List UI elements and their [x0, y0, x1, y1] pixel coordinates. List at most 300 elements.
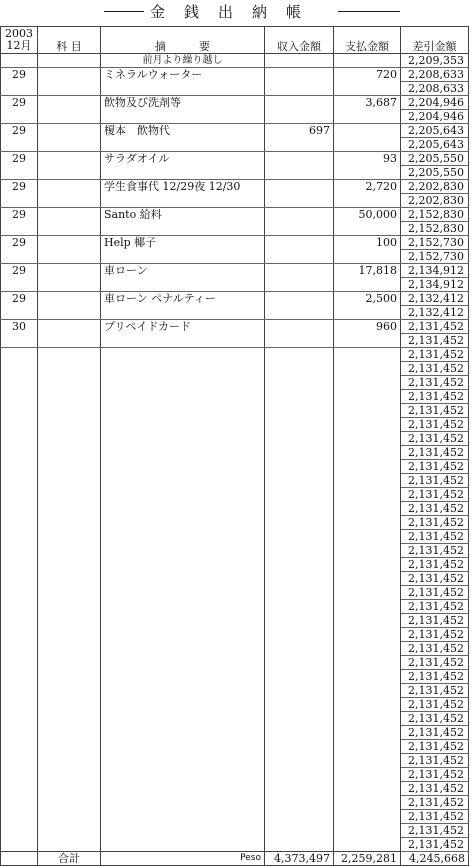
entry-subject-blank [38, 194, 101, 208]
entry-subject [38, 96, 101, 110]
ledger-body [1, 54, 469, 852]
empty-balance: 2,131,452 [401, 656, 469, 670]
entry-balance-repeat: 2,131,452 [401, 334, 469, 348]
entry-balance-repeat: 2,202,830 [401, 194, 469, 208]
carry-subject-cell [38, 54, 101, 68]
entry-income-blank [265, 222, 334, 236]
empty-subject [38, 726, 101, 740]
empty-subject [38, 810, 101, 824]
empty-row [1, 642, 469, 656]
entry-expense: 100 [334, 236, 401, 250]
empty-balance: 2,131,452 [401, 390, 469, 404]
entry-row [1, 68, 469, 82]
empty-description [101, 726, 265, 740]
empty-description [101, 516, 265, 530]
empty-expense [334, 558, 401, 572]
entry-day: 29 [1, 180, 38, 194]
empty-day [1, 474, 38, 488]
entry-expense: 50,000 [334, 208, 401, 222]
empty-subject [38, 740, 101, 754]
entry-expense [334, 124, 401, 138]
totals-expense: 2,259,281 [334, 852, 401, 866]
empty-row [1, 404, 469, 418]
entry-description-blank [101, 138, 265, 152]
empty-expense [334, 614, 401, 628]
empty-balance: 2,131,452 [401, 586, 469, 600]
entry-row [1, 264, 469, 278]
empty-balance: 2,131,452 [401, 460, 469, 474]
totals-income: 4,373,497 [265, 852, 334, 866]
empty-description [101, 600, 265, 614]
empty-day [1, 446, 38, 460]
entry-expense: 960 [334, 320, 401, 334]
entry-row-continuation [1, 110, 469, 124]
empty-row [1, 838, 469, 852]
empty-subject [38, 530, 101, 544]
empty-day [1, 712, 38, 726]
entry-subject [38, 180, 101, 194]
empty-balance: 2,131,452 [401, 446, 469, 460]
entry-row-continuation [1, 166, 469, 180]
empty-description [101, 684, 265, 698]
empty-expense [334, 712, 401, 726]
entry-description-blank [101, 166, 265, 180]
empty-expense [334, 586, 401, 600]
empty-balance: 2,131,452 [401, 614, 469, 628]
empty-row [1, 376, 469, 390]
empty-day [1, 488, 38, 502]
entry-balance-repeat: 2,152,830 [401, 222, 469, 236]
entry-day-blank [1, 138, 38, 152]
empty-subject [38, 516, 101, 530]
empty-subject [38, 460, 101, 474]
entry-subject [38, 320, 101, 334]
entry-day: 29 [1, 152, 38, 166]
carry-income-cell [265, 54, 334, 68]
entry-subject [38, 68, 101, 82]
empty-balance: 2,131,452 [401, 572, 469, 586]
empty-subject [38, 586, 101, 600]
date-header [1, 27, 38, 54]
empty-description [101, 390, 265, 404]
empty-day [1, 530, 38, 544]
empty-day [1, 642, 38, 656]
empty-balance: 2,131,452 [401, 838, 469, 852]
empty-day [1, 628, 38, 642]
entry-day-blank [1, 194, 38, 208]
empty-description [101, 754, 265, 768]
empty-income [265, 362, 334, 376]
empty-subject [38, 628, 101, 642]
entry-description-blank [101, 222, 265, 236]
entry-expense: 720 [334, 68, 401, 82]
empty-subject [38, 698, 101, 712]
empty-income [265, 544, 334, 558]
empty-subject [38, 474, 101, 488]
empty-description [101, 544, 265, 558]
entry-balance: 2,202,830 [401, 180, 469, 194]
entry-expense-blank [334, 194, 401, 208]
empty-subject [38, 446, 101, 460]
empty-row [1, 768, 469, 782]
entry-income [265, 68, 334, 82]
empty-expense [334, 362, 401, 376]
entry-row [1, 236, 469, 250]
empty-balance: 2,131,452 [401, 544, 469, 558]
entry-subject-blank [38, 222, 101, 236]
empty-row [1, 516, 469, 530]
empty-description [101, 362, 265, 376]
carry-forward-label: 前月より繰り越し [101, 54, 265, 68]
empty-balance: 2,131,452 [401, 740, 469, 754]
empty-row [1, 600, 469, 614]
empty-income [265, 796, 334, 810]
empty-description [101, 670, 265, 684]
empty-subject [38, 572, 101, 586]
empty-expense [334, 432, 401, 446]
empty-row [1, 502, 469, 516]
empty-description [101, 628, 265, 642]
empty-subject [38, 684, 101, 698]
entry-expense-blank [334, 222, 401, 236]
entry-balance: 2,152,730 [401, 236, 469, 250]
empty-expense [334, 740, 401, 754]
empty-balance: 2,131,452 [401, 432, 469, 446]
entry-row-continuation [1, 250, 469, 264]
empty-income [265, 348, 334, 362]
month-header: 12月 [6, 39, 32, 52]
carry-day-cell [1, 54, 38, 68]
empty-day [1, 362, 38, 376]
year-header: 2003 [5, 27, 33, 40]
empty-description [101, 488, 265, 502]
entry-income-blank [265, 110, 334, 124]
empty-income [265, 782, 334, 796]
empty-balance: 2,131,452 [401, 796, 469, 810]
empty-subject [38, 782, 101, 796]
entry-balance: 2,131,452 [401, 320, 469, 334]
empty-income [265, 824, 334, 838]
entry-income-blank [265, 166, 334, 180]
entry-income [265, 180, 334, 194]
empty-day [1, 824, 38, 838]
empty-income [265, 614, 334, 628]
empty-subject [38, 838, 101, 852]
entry-day-blank [1, 250, 38, 264]
empty-income [265, 516, 334, 530]
entry-expense: 2,500 [334, 292, 401, 306]
empty-income [265, 558, 334, 572]
entry-day-blank [1, 110, 38, 124]
income-header: 収入金額 [265, 27, 334, 54]
empty-row [1, 824, 469, 838]
entry-row [1, 96, 469, 110]
entry-expense: 3,687 [334, 96, 401, 110]
empty-expense [334, 600, 401, 614]
totals-label: 合計 [38, 852, 101, 866]
empty-day [1, 502, 38, 516]
empty-income [265, 684, 334, 698]
title-rule-right [338, 11, 400, 12]
empty-day [1, 754, 38, 768]
empty-income [265, 432, 334, 446]
empty-row [1, 628, 469, 642]
entry-income-blank [265, 138, 334, 152]
entry-subject-blank [38, 166, 101, 180]
empty-description [101, 782, 265, 796]
entry-income [265, 264, 334, 278]
empty-subject [38, 600, 101, 614]
empty-day [1, 432, 38, 446]
entry-balance: 2,134,912 [401, 264, 469, 278]
empty-row [1, 656, 469, 670]
empty-balance: 2,131,452 [401, 824, 469, 838]
entry-balance: 2,152,830 [401, 208, 469, 222]
empty-day [1, 516, 38, 530]
entry-description: 榎本 飲物代 [101, 124, 265, 138]
entry-balance-repeat: 2,208,633 [401, 82, 469, 96]
entry-description: 車ローン ペナルティー [101, 292, 265, 306]
entry-subject-blank [38, 250, 101, 264]
empty-expense [334, 628, 401, 642]
header-row [1, 27, 469, 54]
entry-expense-blank [334, 334, 401, 348]
empty-income [265, 418, 334, 432]
empty-expense [334, 446, 401, 460]
empty-income [265, 768, 334, 782]
empty-description [101, 572, 265, 586]
entry-day: 30 [1, 320, 38, 334]
empty-income [265, 740, 334, 754]
empty-balance: 2,131,452 [401, 488, 469, 502]
entry-balance: 2,132,412 [401, 292, 469, 306]
empty-balance: 2,131,452 [401, 558, 469, 572]
empty-subject [38, 642, 101, 656]
entry-expense-blank [334, 110, 401, 124]
empty-description [101, 810, 265, 824]
empty-description [101, 404, 265, 418]
empty-description [101, 796, 265, 810]
empty-row [1, 544, 469, 558]
empty-description [101, 614, 265, 628]
entry-income-blank [265, 278, 334, 292]
empty-row [1, 432, 469, 446]
entry-day: 29 [1, 68, 38, 82]
empty-expense [334, 390, 401, 404]
entry-description-blank [101, 110, 265, 124]
entry-income [265, 208, 334, 222]
empty-row [1, 474, 469, 488]
empty-income [265, 376, 334, 390]
empty-balance: 2,131,452 [401, 530, 469, 544]
empty-subject [38, 502, 101, 516]
empty-subject [38, 404, 101, 418]
entry-income [265, 96, 334, 110]
empty-expense [334, 460, 401, 474]
empty-day [1, 684, 38, 698]
entry-day-blank [1, 306, 38, 320]
empty-expense [334, 572, 401, 586]
entry-description-blank [101, 250, 265, 264]
empty-income [265, 838, 334, 852]
empty-balance: 2,131,452 [401, 698, 469, 712]
empty-income [265, 390, 334, 404]
carry-expense-cell [334, 54, 401, 68]
title-rule-left [104, 11, 144, 12]
entry-description: Help 椰子 [101, 236, 265, 250]
empty-subject [38, 488, 101, 502]
entry-row [1, 320, 469, 334]
entry-income [265, 152, 334, 166]
empty-balance: 2,131,452 [401, 670, 469, 684]
empty-income [265, 754, 334, 768]
entry-balance-repeat: 2,132,412 [401, 306, 469, 320]
empty-expense [334, 404, 401, 418]
empty-description [101, 376, 265, 390]
entry-income: 697 [265, 124, 334, 138]
empty-description [101, 698, 265, 712]
carry-forward-balance: 2,209,353 [401, 54, 469, 68]
empty-description [101, 530, 265, 544]
entry-day: 29 [1, 292, 38, 306]
empty-balance: 2,131,452 [401, 376, 469, 390]
entry-balance-repeat: 2,205,550 [401, 166, 469, 180]
empty-balance: 2,131,452 [401, 810, 469, 824]
empty-subject [38, 348, 101, 362]
entry-day: 29 [1, 264, 38, 278]
empty-day [1, 740, 38, 754]
empty-expense [334, 348, 401, 362]
empty-income [265, 502, 334, 516]
empty-subject [38, 768, 101, 782]
empty-balance: 2,131,452 [401, 684, 469, 698]
empty-day [1, 796, 38, 810]
empty-row [1, 796, 469, 810]
empty-subject [38, 376, 101, 390]
empty-expense [334, 698, 401, 712]
entry-income-blank [265, 82, 334, 96]
empty-day [1, 460, 38, 474]
entry-expense: 2,720 [334, 180, 401, 194]
empty-day [1, 586, 38, 600]
empty-balance: 2,131,452 [401, 502, 469, 516]
empty-expense [334, 544, 401, 558]
empty-row [1, 698, 469, 712]
entry-subject [38, 236, 101, 250]
entry-balance: 2,205,643 [401, 124, 469, 138]
empty-day [1, 838, 38, 852]
empty-description [101, 474, 265, 488]
empty-income [265, 488, 334, 502]
entry-subject-blank [38, 82, 101, 96]
empty-day [1, 558, 38, 572]
empty-balance: 2,131,452 [401, 726, 469, 740]
empty-balance: 2,131,452 [401, 642, 469, 656]
empty-expense [334, 810, 401, 824]
empty-day [1, 614, 38, 628]
empty-row [1, 670, 469, 684]
entry-subject-blank [38, 334, 101, 348]
empty-subject [38, 418, 101, 432]
entry-subject-blank [38, 306, 101, 320]
entry-income [265, 292, 334, 306]
expense-header: 支払金額 [334, 27, 401, 54]
empty-description [101, 642, 265, 656]
entry-subject [38, 264, 101, 278]
empty-balance: 2,131,452 [401, 628, 469, 642]
empty-expense [334, 642, 401, 656]
balance-header: 差引金額 [401, 27, 469, 54]
entry-row [1, 180, 469, 194]
entry-day-blank [1, 222, 38, 236]
empty-day [1, 404, 38, 418]
entry-subject-blank [38, 278, 101, 292]
empty-day [1, 572, 38, 586]
entry-expense: 93 [334, 152, 401, 166]
entry-description: 飲物及び洗剤等 [101, 96, 265, 110]
entry-subject [38, 152, 101, 166]
empty-description [101, 418, 265, 432]
entry-row-continuation [1, 194, 469, 208]
empty-expense [334, 754, 401, 768]
entry-row-continuation [1, 222, 469, 236]
empty-description [101, 502, 265, 516]
empty-expense [334, 376, 401, 390]
empty-day [1, 726, 38, 740]
empty-description [101, 432, 265, 446]
empty-expense [334, 726, 401, 740]
empty-expense [334, 488, 401, 502]
empty-income [265, 642, 334, 656]
entry-day: 29 [1, 208, 38, 222]
empty-balance: 2,131,452 [401, 474, 469, 488]
entry-expense-blank [334, 166, 401, 180]
empty-row [1, 488, 469, 502]
entry-subject [38, 124, 101, 138]
empty-subject [38, 754, 101, 768]
entry-balance: 2,204,946 [401, 96, 469, 110]
empty-income [265, 810, 334, 824]
entry-expense-blank [334, 138, 401, 152]
empty-day [1, 544, 38, 558]
empty-day [1, 670, 38, 684]
empty-description [101, 348, 265, 362]
empty-row [1, 460, 469, 474]
entry-income-blank [265, 334, 334, 348]
empty-balance: 2,131,452 [401, 348, 469, 362]
entry-row [1, 124, 469, 138]
entry-description-blank [101, 334, 265, 348]
empty-row [1, 614, 469, 628]
entry-balance-repeat: 2,204,946 [401, 110, 469, 124]
entry-row-continuation [1, 306, 469, 320]
entry-balance: 2,205,550 [401, 152, 469, 166]
entry-day-blank [1, 82, 38, 96]
entry-description: 学生食事代 12/29夜 12/30 [101, 180, 265, 194]
empty-expense [334, 656, 401, 670]
empty-day [1, 810, 38, 824]
empty-description [101, 460, 265, 474]
entry-expense-blank [334, 278, 401, 292]
entry-row-continuation [1, 334, 469, 348]
entry-balance: 2,208,633 [401, 68, 469, 82]
empty-day [1, 768, 38, 782]
entry-row-continuation [1, 138, 469, 152]
empty-description [101, 824, 265, 838]
empty-day [1, 600, 38, 614]
empty-income [265, 446, 334, 460]
empty-expense [334, 684, 401, 698]
